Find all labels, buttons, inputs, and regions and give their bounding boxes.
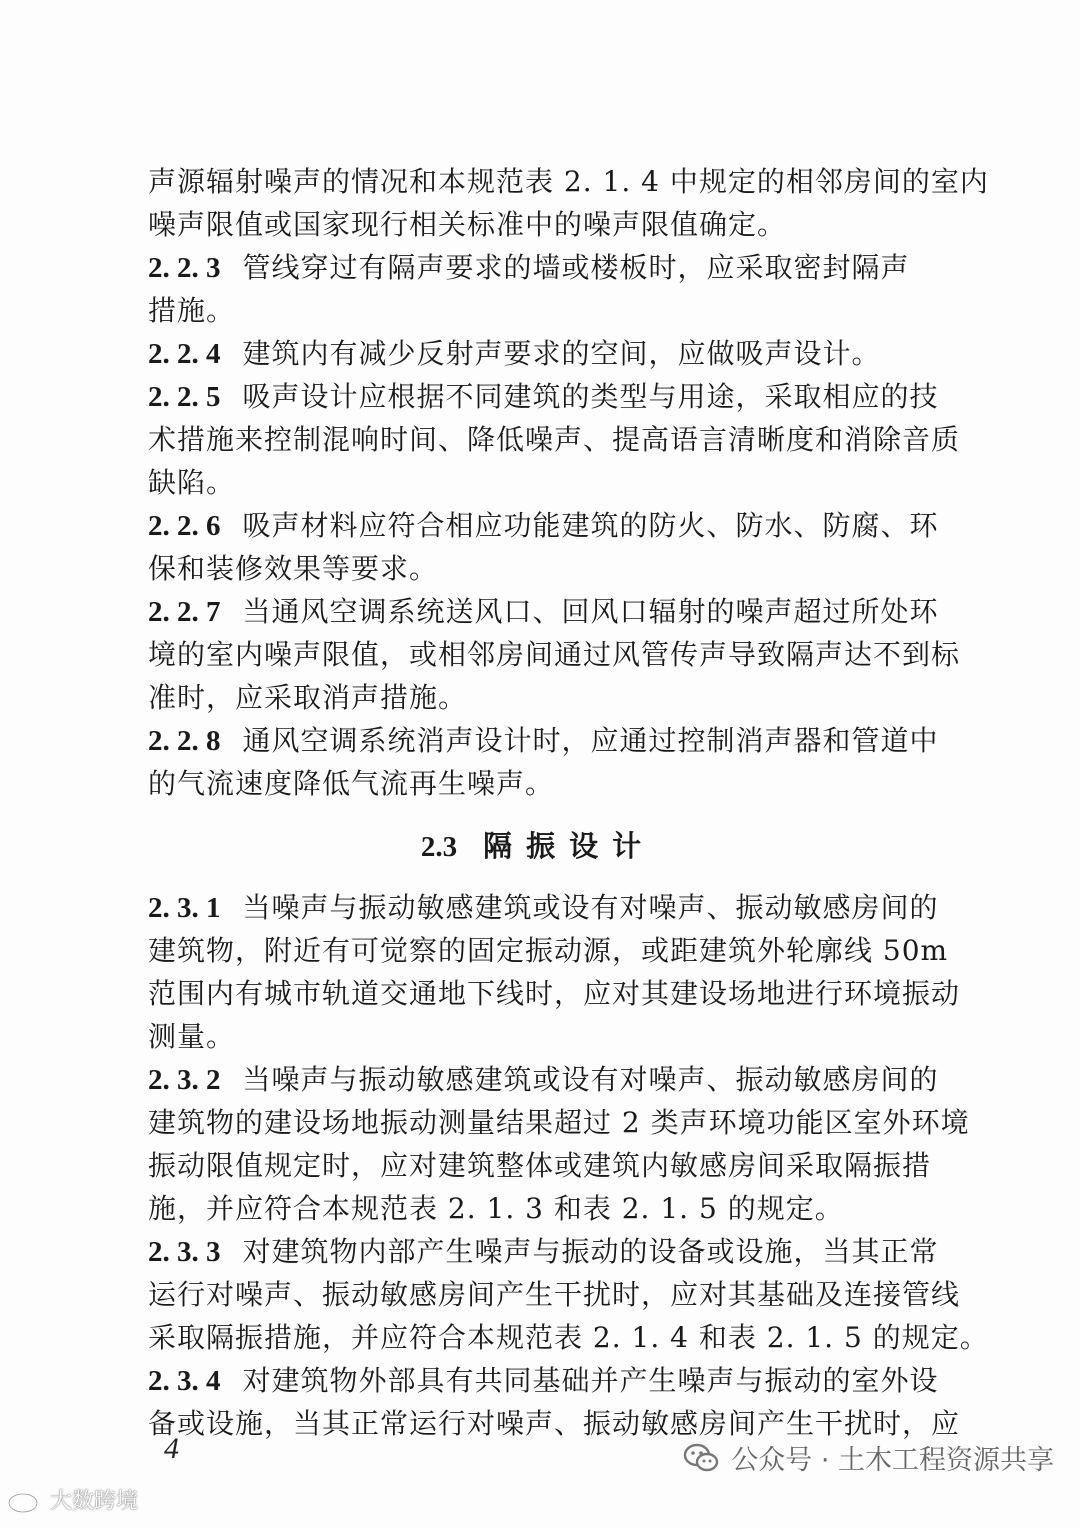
line-text: 对建筑物外部具有共同基础并产生噪声与振动的室外设 — [242, 1364, 939, 1397]
clause-number: 2. 2. 8 — [148, 725, 221, 757]
page-number: 4 — [164, 1432, 179, 1465]
line-text: 术措施来控制混响时间、降低噪声、提高语言清晰度和消除音质 — [148, 423, 961, 456]
text-line — [148, 633, 961, 676]
text-line — [148, 547, 928, 590]
line-text: 对建筑物内部产生噪声与振动的设备或设施，当其正常 — [242, 1235, 939, 1268]
text-line — [148, 289, 928, 332]
weibo-watermark — [6, 1484, 138, 1515]
wechat-watermark — [683, 1438, 1054, 1477]
line-text: 通风空调系统消声设计时，应通过控制消声器和管道中 — [242, 724, 939, 757]
paragraphs-after-section — [148, 886, 989, 1445]
text-line — [148, 1316, 989, 1359]
section-heading — [148, 825, 928, 868]
clause-number: 2. 2. 3 — [148, 252, 221, 284]
text-line — [148, 762, 928, 805]
line-text: 运行对噪声、振动敏感房间产生干扰时，应对其基础及连接管线 — [148, 1278, 961, 1311]
text-line — [148, 160, 989, 203]
clause-number: 2. 2. 6 — [148, 510, 221, 542]
clause-paragraph — [148, 590, 961, 719]
text-line — [148, 375, 939, 418]
clause-paragraph — [148, 332, 928, 375]
text-line — [148, 929, 949, 972]
line-text: 保和装修效果等要求。 — [148, 552, 439, 585]
line-text: 备或设施，当其正常运行对噪声、振动敏感房间产生干扰时，应 — [148, 1407, 961, 1440]
wechat-watermark-text: 公众号 · 土木工程资源共享 — [731, 1445, 1054, 1476]
clause-paragraph — [148, 246, 928, 332]
text-line — [148, 886, 939, 929]
continuation-paragraph — [148, 160, 989, 246]
line-text: 噪声限值或国家现行相关标准中的噪声限值确定。 — [148, 208, 787, 241]
text-line — [148, 246, 928, 289]
clause-number: 2. 2. 5 — [148, 381, 221, 413]
text-line — [148, 1101, 970, 1144]
clause-paragraph — [148, 886, 961, 1058]
section-number: 2.3 — [420, 831, 458, 863]
line-text: 声源辐射噪声的情况和本规范表 2. 1. 4 中规定的相邻房间的室内 — [148, 165, 989, 198]
clause-number: 2. 3. 2 — [148, 1064, 221, 1096]
text-line — [148, 1144, 932, 1187]
clause-number: 2. 2. 4 — [148, 338, 221, 370]
line-text: 建筑内有减少反射声要求的空间，应做吸声设计。 — [242, 337, 881, 370]
clause-number: 2. 3. 3 — [148, 1236, 221, 1268]
clause-number: 2. 3. 1 — [148, 892, 221, 924]
weibo-watermark-text: 大数跨境 — [50, 1489, 139, 1514]
line-text: 振动限值规定时，应对建筑整体或建筑内敏感房间采取隔振措 — [148, 1149, 932, 1182]
clause-paragraph — [148, 1058, 970, 1230]
line-text: 吸声设计应根据不同建筑的类型与用途，采取相应的技 — [242, 380, 939, 413]
text-line — [148, 719, 939, 762]
line-text: 测量。 — [148, 1020, 236, 1053]
text-line — [148, 1058, 939, 1101]
clause-paragraph — [148, 504, 939, 590]
line-text: 缺陷。 — [148, 466, 236, 499]
text-line — [148, 676, 928, 719]
weibo-icon — [6, 1485, 46, 1515]
line-text: 的气流速度降低气流再生噪声。 — [148, 767, 555, 800]
clause-paragraph — [148, 1359, 961, 1445]
clause-number: 2. 2. 7 — [148, 596, 221, 628]
clause-paragraph — [148, 375, 961, 504]
line-text: 采取隔振措施，并应符合本规范表 2. 1. 4 和表 2. 1. 5 的规定。 — [148, 1321, 989, 1354]
section-title: 隔振设计 — [483, 829, 656, 863]
clause-number: 2. 3. 4 — [148, 1365, 221, 1397]
line-text: 当噪声与振动敏感建筑或设有对噪声、振动敏感房间的 — [242, 1063, 939, 1096]
line-text: 管线穿过有隔声要求的墙或楼板时，应采取密封隔声 — [242, 251, 910, 284]
text-line — [148, 590, 939, 633]
line-text: 境的室内噪声限值，或相邻房间通过风管传声导致隔声达不到标 — [148, 638, 961, 671]
text-line — [148, 461, 928, 504]
text-line — [148, 1359, 939, 1402]
line-text: 建筑物，附近有可觉察的固定振动源，或距建筑外轮廓线 50m — [148, 934, 949, 967]
text-line — [148, 972, 961, 1015]
text-line — [148, 504, 939, 547]
text-line — [148, 1230, 939, 1273]
text-line — [148, 418, 961, 461]
line-text: 施，并应符合本规范表 2. 1. 3 和表 2. 1. 5 的规定。 — [148, 1192, 844, 1225]
line-text: 措施。 — [148, 294, 236, 327]
wechat-icon — [683, 1443, 719, 1473]
line-text: 当通风空调系统送风口、回风口辐射的噪声超过所处环 — [242, 595, 939, 628]
text-line — [148, 1015, 928, 1058]
line-text: 准时，应采取消声措施。 — [148, 681, 468, 714]
paragraphs-before-section — [148, 160, 989, 805]
document-body — [148, 160, 989, 1445]
line-text: 范围内有城市轨道交通地下线时，应对其建设场地进行环境振动 — [148, 977, 961, 1010]
line-text: 当噪声与振动敏感建筑或设有对噪声、振动敏感房间的 — [242, 891, 939, 924]
text-line — [148, 1273, 961, 1316]
text-line — [148, 203, 928, 246]
text-line — [148, 1187, 928, 1230]
clause-paragraph — [148, 1230, 989, 1359]
line-text: 吸声材料应符合相应功能建筑的防火、防水、防腐、环 — [242, 509, 939, 542]
clause-paragraph — [148, 719, 939, 805]
line-text: 建筑物的建设场地振动测量结果超过 2 类声环境功能区室外环境 — [148, 1106, 970, 1139]
text-line — [148, 332, 928, 375]
